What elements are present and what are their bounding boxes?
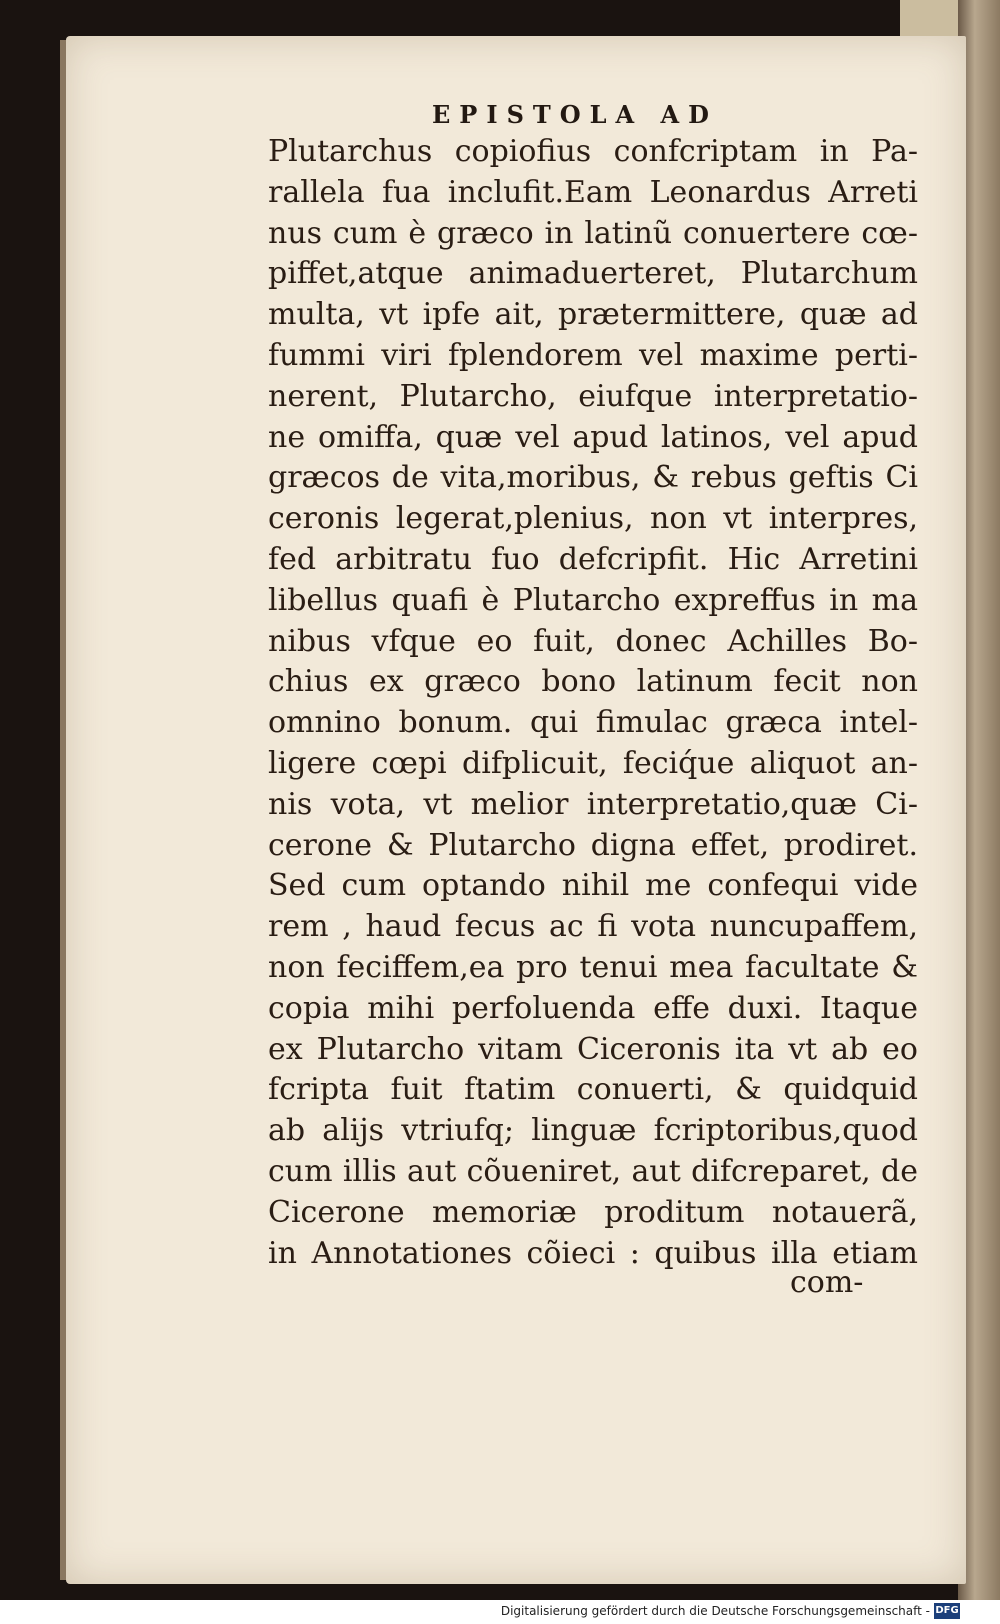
footer-bar <box>0 1600 1000 1624</box>
text-line: nibus vfque eo fuit, donec Achilles Bo- <box>268 623 918 659</box>
text-line: nerent, Plutarcho, eiufque interpretatio- <box>268 378 918 414</box>
text-line: græcos de vita,moribus, & rebus geftis Ci <box>268 460 918 496</box>
text-line: fummi viri fplendorem vel maxime perti- <box>268 337 918 373</box>
text-line: ab alijs vtriufq; linguæ fcriptoribus,quod <box>268 1113 918 1149</box>
text-line: ne omiffa, quæ vel apud latinos, vel apud <box>268 419 918 455</box>
text-line: ceronis legerat,plenius, non vt interpres, <box>268 501 918 537</box>
text-line: non feciffem,ea pro tenui mea facultate & <box>268 949 918 985</box>
text-line: libellus quafi è Plutarcho expreffus in ma <box>268 582 918 618</box>
text-line: cum illis aut cõueniret, aut difcreparet, de <box>268 1153 918 1189</box>
footer-credit: Digitalisierung gefördert durch die Deutsche Forschungsgemeinschaft - <box>500 1604 930 1618</box>
text-line: nis vota, vt melior interpretatio,quæ Ci- <box>268 786 918 822</box>
text-line: rallela fua inclufit.Eam Leonardus Arreti <box>268 174 918 210</box>
text-line: nus cum è græco in latinũ conuertere cœ- <box>268 215 918 251</box>
text-line: cerone & Plutarcho digna effet, prodiret. <box>268 827 918 863</box>
text-line: multa, vt ipfe ait, prætermittere, quæ ad <box>268 297 918 333</box>
text-line: chius ex græco bono latinum fecit non <box>268 664 918 700</box>
catchword: com- <box>790 1265 864 1300</box>
text-line: fcripta fuit ftatim conuerti, & quidquid <box>268 1072 918 1108</box>
text-line: ligere cœpi difplicuit, feciq́ue aliquot an- <box>268 745 918 781</box>
text-line: in Annotationes cõieci : quibus illa etiam <box>268 1235 918 1271</box>
text-line: fed arbitratu fuo defcripfit. Hic Arretini <box>268 541 918 577</box>
text-line: omnino bonum. qui fimulac græca intel- <box>268 705 918 741</box>
text-line: Cicerone memoriæ proditum notauerã, <box>268 1194 918 1230</box>
dfg-logo: DFG <box>934 1603 960 1619</box>
text-line: Plutarchus copiofius confcriptam in Pa- <box>268 134 918 169</box>
text-line: Sed cum optando nihil me confequi vide <box>268 868 918 904</box>
text-line: piffet,atque animaduerteret, Plutarchum <box>268 256 918 292</box>
text-line: rem , haud fecus ac fi vota nuncupaffem, <box>268 909 918 945</box>
text-line: ex Plutarcho vitam Ciceronis ita vt ab eo <box>268 1031 918 1067</box>
text-line: copia mihi perfoluenda effe duxi. Itaque <box>268 990 918 1026</box>
running-head: EPISTOLA AD <box>432 100 718 129</box>
body-text <box>268 132 918 1274</box>
